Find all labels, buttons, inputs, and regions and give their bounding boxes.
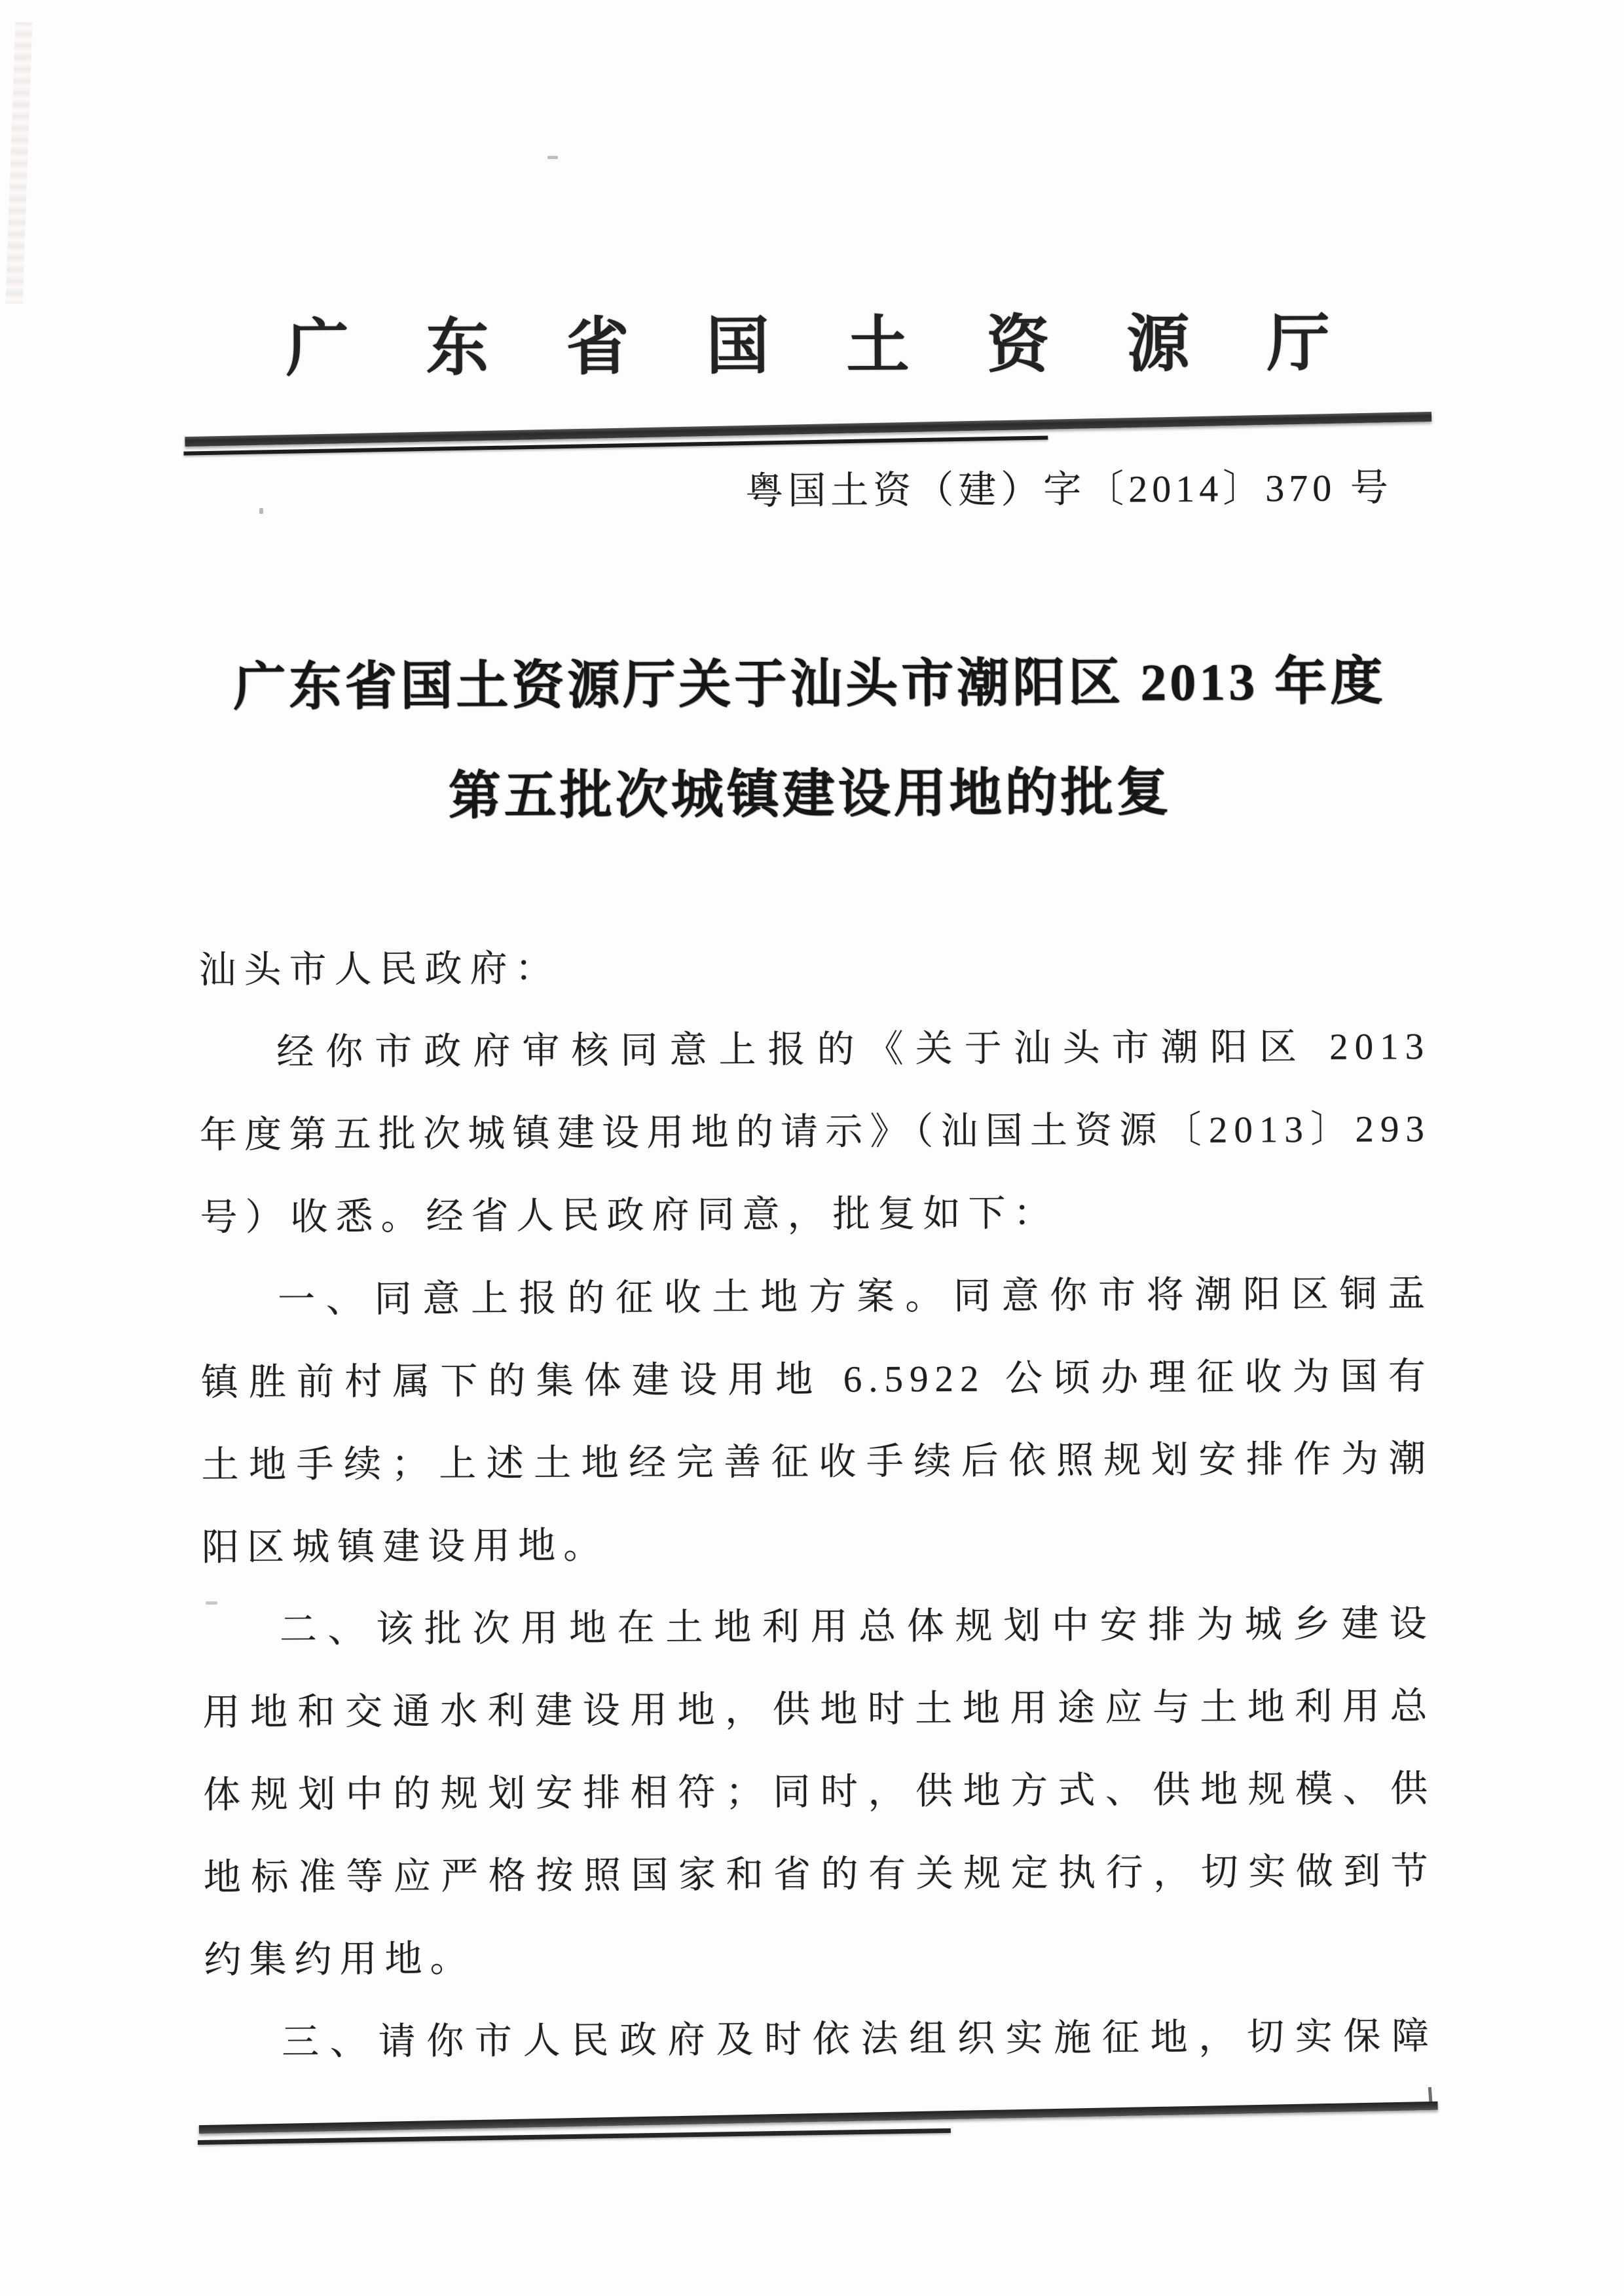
body-line: 体规划中的规划安排相符；同时，供地方式、供地规模、供 <box>203 1768 1435 1816</box>
document-title <box>0 626 1623 854</box>
body-line: 土地手续；上述土地经完善征收手续后依照规划安排作为潮 <box>201 1438 1433 1486</box>
body-line: 地标准等应严格按照国家和省的有关规定执行，切实做到节 <box>203 1851 1435 1899</box>
body-line: 镇胜前村属下的集体建设用地 6.5922 公顷办理征收为国有 <box>200 1356 1433 1404</box>
body-line-item-2: 二、该批次用地在土地利用总体规划中安排为城乡建设 <box>279 1603 1433 1651</box>
body-line: 阳区城镇建设用地。 <box>202 1525 609 1569</box>
document-body <box>198 923 1435 2085</box>
document-number: 粤国土资（建）字〔2014〕370 号 <box>745 466 1393 513</box>
agency-header: 广东省国土资源厅 <box>286 308 1407 384</box>
body-line-item-1: 一、同意上报的征收土地方案。同意你市将潮阳区铜盂 <box>278 1273 1432 1321</box>
body-line: 年度第五批次城镇建设用地的请示》（汕国土资源〔2013〕293 <box>199 1108 1431 1156</box>
body-line: 号）收悉。经省人民政府同意，批复如下： <box>200 1193 1059 1239</box>
body-line-item-3: 三、请你市人民政府及时依法组织实施征地，切实保障 <box>281 2016 1436 2064</box>
title-line-1: 广东省国土资源厅关于汕头市潮阳区 2013 年度 <box>233 653 1386 717</box>
title-line-2: 第五批次城镇建设用地的批复 <box>448 764 1172 826</box>
body-line: 用地和交通水利建设用地，供地时土地用途应与土地利用总 <box>202 1686 1434 1734</box>
footer-rule-primary <box>199 2102 1438 2134</box>
body-line: 约集约用地。 <box>204 1938 475 1981</box>
body-line-salutation: 汕头市人民政府： <box>198 948 561 991</box>
body-line: 经你市政府审核同意上报的《关于汕头市潮阳区 2013 <box>276 1026 1431 1074</box>
